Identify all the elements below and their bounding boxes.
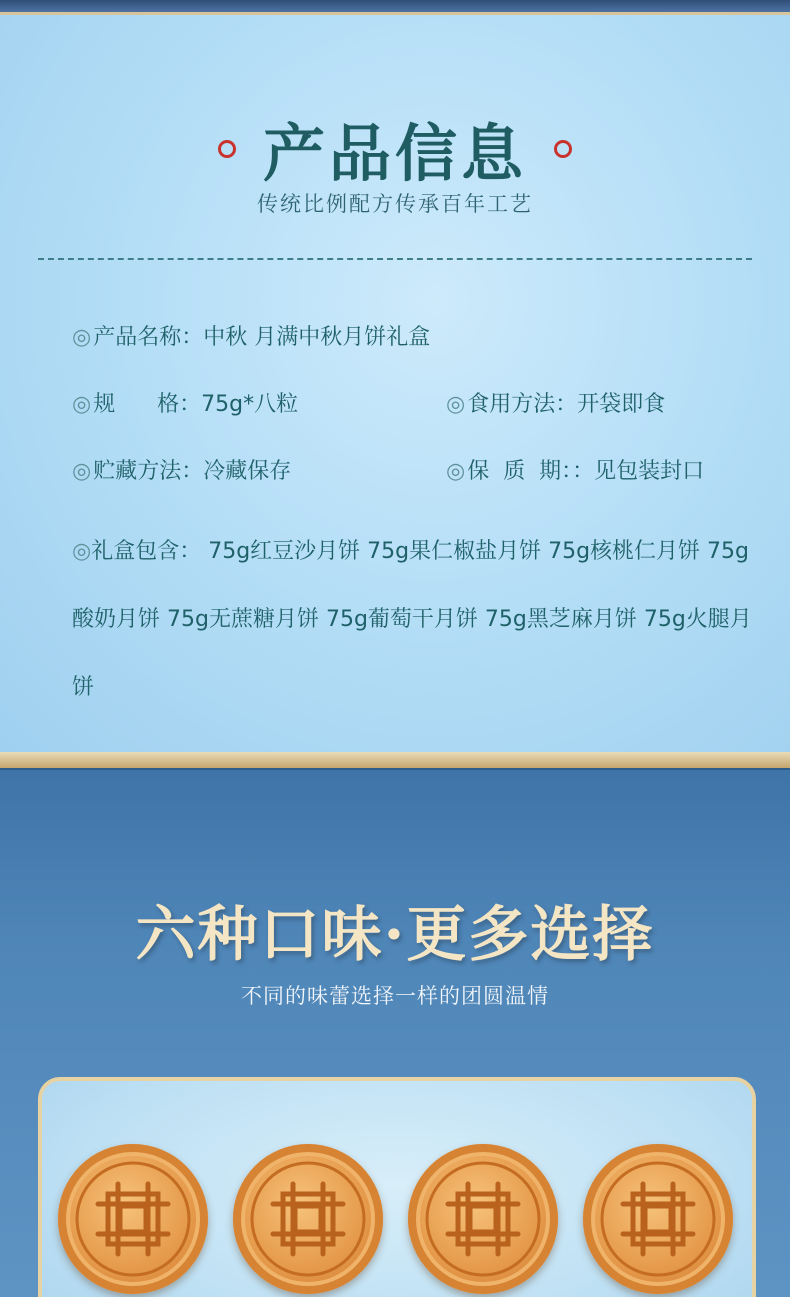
mooncake-pattern-icon bbox=[233, 1144, 383, 1294]
top-border-band bbox=[0, 0, 790, 15]
info-shelf-life bbox=[446, 454, 704, 485]
section-subtitle: 传统比例配方传承百年工艺 bbox=[257, 192, 533, 216]
gold-divider-band bbox=[0, 752, 790, 770]
bullet-circle-icon: ◎ bbox=[72, 392, 92, 417]
shelf-life-text: 保 质 期：：见包装封口 bbox=[467, 459, 705, 484]
red-ring-icon bbox=[554, 140, 572, 158]
bullet-circle-icon: ◎ bbox=[72, 539, 92, 564]
info-spec bbox=[72, 387, 298, 418]
package-contents-text: 礼盒包含： 75g红豆沙月饼 75g果仁椒盐月饼 75g核桃仁月饼 75g酸奶月饼 75g无蔗糖月饼 75g葡萄干月饼 75g黑芝麻月饼 75g火腿月饼 bbox=[72, 539, 752, 700]
spec-text: 规 格：75g*八粒 bbox=[93, 392, 299, 417]
section-title: 产品信息 bbox=[262, 117, 527, 190]
bullet-circle-icon: ◎ bbox=[72, 325, 92, 350]
red-ring-icon bbox=[218, 140, 236, 158]
section-title-row bbox=[0, 104, 790, 193]
info-storage bbox=[72, 454, 291, 485]
bullet-circle-icon: ◎ bbox=[446, 459, 466, 484]
mooncake-pattern-icon bbox=[408, 1144, 558, 1294]
mooncake-row bbox=[58, 1144, 738, 1297]
product-name-text: 产品名称：中秋 月满中秋月饼礼盒 bbox=[93, 325, 431, 350]
mooncake-image bbox=[233, 1144, 383, 1294]
mooncake-image bbox=[58, 1144, 208, 1294]
mooncake-pattern-icon bbox=[58, 1144, 208, 1294]
mooncake-pattern-icon bbox=[583, 1144, 733, 1294]
mooncake-image bbox=[583, 1144, 733, 1294]
bullet-circle-icon: ◎ bbox=[446, 392, 466, 417]
info-usage bbox=[446, 387, 665, 418]
info-package-contents bbox=[72, 518, 762, 722]
usage-text: 食用方法：开袋即食 bbox=[467, 392, 666, 417]
flavors-subtitle: 不同的味蕾选择一样的团圆温情 bbox=[241, 984, 549, 1008]
flavors-title: 六种口味·更多选择 bbox=[135, 900, 655, 970]
bullet-circle-icon: ◎ bbox=[72, 459, 92, 484]
mooncake-image bbox=[408, 1144, 558, 1294]
dashed-divider bbox=[38, 258, 752, 260]
storage-text: 贮藏方法：冷藏保存 bbox=[93, 459, 292, 484]
info-product-name bbox=[72, 320, 430, 351]
